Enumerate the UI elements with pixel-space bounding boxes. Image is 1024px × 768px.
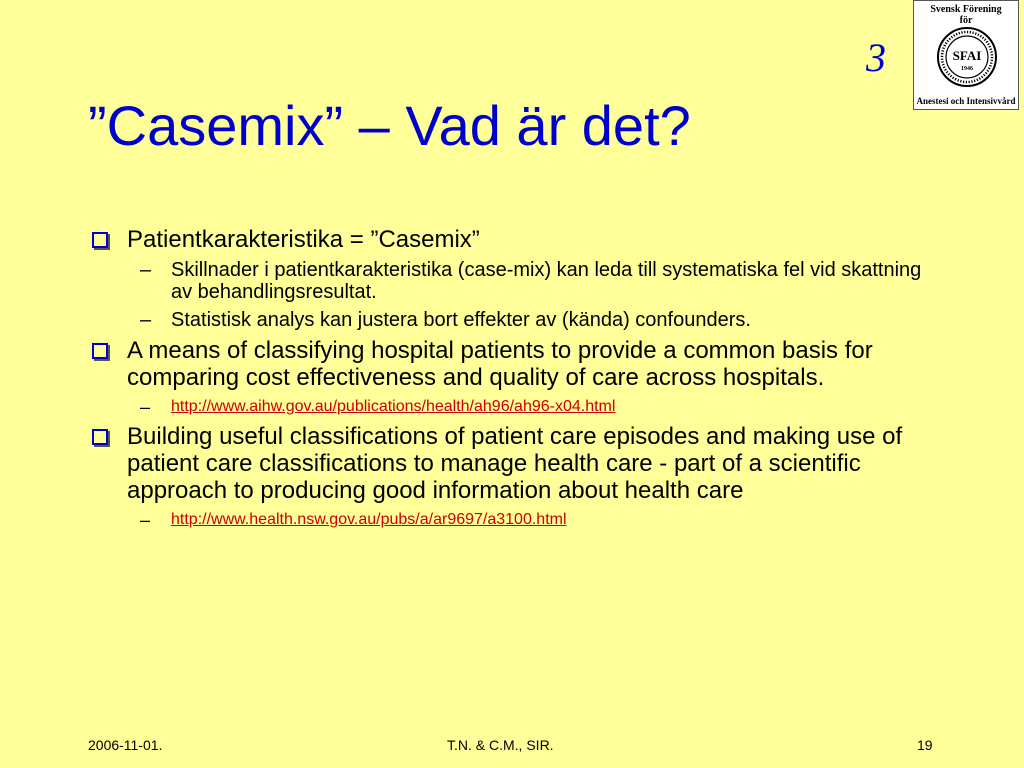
sub-bullet-link-item bbox=[92, 397, 942, 417]
aihw-link[interactable]: http://www.aihw.gov.au/publications/health/ah96/ah96-x04.html bbox=[171, 398, 616, 415]
slide-content bbox=[92, 226, 942, 530]
square-bullet-icon bbox=[92, 232, 108, 248]
sub-bullet-text: Skillnader i patientkarakteristika (case-mix) kan leda till systematiska fel vid skattning av behandlingsresultat. bbox=[171, 259, 922, 303]
logo-top-text bbox=[914, 4, 1018, 26]
logo-seal-icon bbox=[936, 26, 998, 88]
seal-text: SFAI bbox=[952, 48, 982, 63]
logo-line-3: Anestesi och Intensivvård bbox=[916, 96, 1016, 106]
slide-title: ”Casemix” – Vad är det? bbox=[88, 94, 691, 157]
sub-bullet-text: Statistisk analys kan justera bort effekter av (kända) confounders. bbox=[171, 309, 751, 331]
dash-marker: – bbox=[140, 397, 151, 417]
sub-bullet-link-item bbox=[92, 510, 942, 530]
footer-page-number: 19 bbox=[917, 737, 933, 753]
bullet-text: A means of classifying hospital patients to provide a common basis for comparing cost effectiveness and quality of care across hospitals. bbox=[127, 337, 873, 391]
footer-authors: T.N. & C.M., SIR. bbox=[447, 737, 554, 753]
square-bullet-icon bbox=[92, 343, 108, 359]
sub-bullet-item bbox=[92, 259, 942, 303]
seal-year: 1946 bbox=[961, 66, 973, 72]
nsw-health-link[interactable]: http://www.health.nsw.gov.au/pubs/a/ar9697/a3100.html bbox=[171, 511, 567, 528]
logo-line-1: Svensk Förening bbox=[930, 4, 1002, 15]
dash-marker: – bbox=[140, 309, 152, 331]
sub-bullet-item bbox=[92, 309, 942, 331]
sfai-logo bbox=[913, 0, 1019, 110]
slide-number-mark: 3 bbox=[866, 35, 886, 80]
bullet-text: Building useful classifications of patient care episodes and making use of patient care classifications to manage health care - part of a scientific approach to producing good information about health care bbox=[127, 423, 903, 504]
bullet-item bbox=[92, 423, 942, 504]
bullet-item bbox=[92, 226, 942, 253]
bullet-text: Patientkarakteristika = ”Casemix” bbox=[127, 226, 480, 253]
logo-line-2: för bbox=[959, 15, 973, 26]
dash-marker: – bbox=[140, 259, 152, 281]
square-bullet-icon bbox=[92, 429, 108, 445]
bullet-item bbox=[92, 337, 942, 391]
dash-marker: – bbox=[140, 510, 151, 530]
footer-date: 2006-11-01. bbox=[88, 737, 163, 753]
